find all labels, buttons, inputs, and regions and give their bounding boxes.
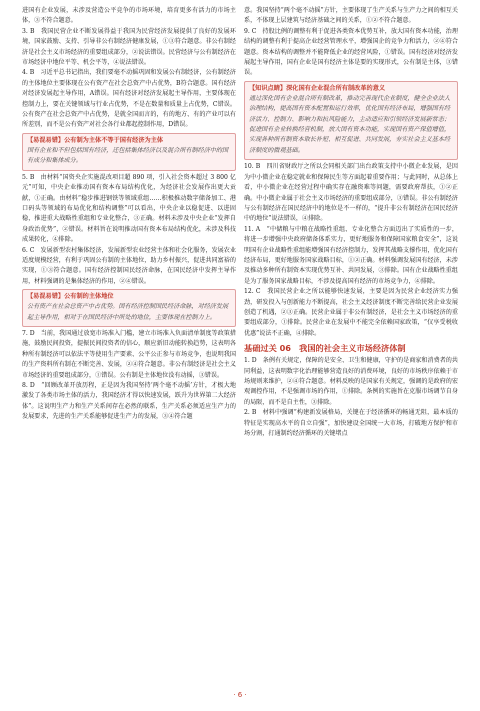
answer-paragraph: 2. B 材料中强调“构建新发展格局，关键在于经济循环的畅通无阻，最本质的特征是实现高水平的自立自强”，加快建设全国统一大市场，打破地方保护和市场分割，打通制约经济循环的关键堵点 <box>244 409 458 438</box>
answer-paragraph: 9. C 持股比例的调整有利于促进各类资本优势互补，放大国有资本功能，治理结构的调整有利于提高企业经营管理水平，增强国企的竞争力和活力，②④符合题意。资本结构的调整并不能降低企业的经营风险，①错误。国有经济对经济发展起主导作用，国有企业是国有经济主体是要的实现形式，公有制是主体，③错误。 <box>244 27 458 77</box>
knowledge-box <box>244 81 458 160</box>
knowledge-box-body: 通过深化国有企业混合所有制改革，推动完善现代企业制度，健全企业法人治理结构，提高国有资本配置和运行效率，优化国有经济布局，增强国有经济活力、控制力、影响力和抗风险能力，主动适应和引领经济发展新常态；促进国有企业转换经营机制，放大国有资本功能，实现国有资产保值增值，实现各种所有制资本取长补短、相互促进、共同发展，夯实社会主义基本经济制度的微观基础。 <box>249 94 451 154</box>
answer-paragraph: 12. C 我国民营企业之所以能够快速发展，主要是因为民营企业经济实力强劲，研发投入与创新能力不断提高，社会主义经济制度不断完善给民营企业发展创造了机遇，②③正确。民营企业属于非公有制经济，是社会主义市场经济的重要组成部分，①排除。民营企业在发展中不能完全依赖国家政策，“仅享受税收优惠”说法不正确，④排除。 <box>244 288 458 337</box>
answer-paragraph: 10. B 四川省财政厅之所以会同相关部门出台政策支持中小微企业发展，是因为中小微企业在稳定就业和保障民生等方面起着重要作用；与此同时，从总体上看，中小微企业在经营过程中确实存在融资难等问题，需要政府帮扶，①②正确。中小微企业属于社会主义市场经济的重要组成部分，③错误。非公有制经济与公有制经济在国民经济中的地位是不一样的，“提升非公有制经济在国民经济中的地位”说法错误，④排除。 <box>244 163 458 223</box>
answer-paragraph: 6. C 发展新型农村集体经济，发展新型农业经营主体和社会化服务，发展农业适度规模经营，有利于巩固公有制的主体地位，助力乡村振兴，促进共同富裕的实现，①③符合题意。国有经济控制国民经济命脉，在国民经济中发挥主导作用，材料强调的是集体经济的作用，②④错误。 <box>22 246 236 285</box>
left-column <box>22 6 236 423</box>
tip-box <box>22 133 236 171</box>
answer-paragraph: 4. B 习近平总书记指出，我们要毫不动摇巩固和发展公有制经济，公有制经济的主体地位主要体现在公有资产在社会总资产中占优势，B符合题意。国有经济对经济发展起主导作用，A错误。国有经济对经济发展起主导作用，主要体现在控制力上，要在关键领域与行业占优势，不是在数量和质量上占优势，C错误。公有资产在社会总资产中占优势，是就全国而言的，有的地方、有的产业可以有所差别，而不是公有资产对社会各行业都起控制作用，D错误。 <box>22 69 236 129</box>
tip-box-body: 国有企业和不但包括国有经济，还包括集体经济以及混合所有制经济中的国有成分和集体成分。 <box>27 146 229 165</box>
answer-paragraph: 8. D “回顾改革开放历程，正是因为我国坚持‘两个毫不动摇’方针，才极大地激发了各类市场主体的活力，我国经济才得以快速发展，跃升为世界第二大经济体”。这说明生产力和生产关系间存在必然的联系，生产关系必须适应生产力的发展要求，先进的生产关系能够促进生产力的发展，③④符合题 <box>22 382 236 421</box>
tip-box-title: 【易混易错】公有制的主体地位 <box>27 293 114 301</box>
tip-box-title: 【易混易错】公有制为主体不等于国有经济为主体 <box>27 136 164 144</box>
answer-paragraph: 进国有企业发展，未涉及营造公平竞争的市场环境，培育更多有活力的市场主体，③不符合题意。 <box>22 7 236 25</box>
knowledge-box-title: 【知识点睛】深化国有企业混合所有制改革的意义 <box>249 84 386 92</box>
answer-paragraph: 5. B 由材料“国资央企实施混改项目超 890 项，引入社会资本超过 3 800 亿元”可知，中央企业推动国有资本布局结构优化，为经济社会发展作出更大贡献，①正确。由材料“稳步推进钢铁等领域重组……积极推动数字储备加工、港口码头等领域的布局优化和结构调整”可以看出，中央企业以稳促进、以进固稳，推进重大战略性重组和专业化整合，③正确。材料未涉及中央企业“发挥自身政治优势”，②错误。材料旨在说明推动国有资本布局结构优化，未涉及科技成果转化，④排除。 <box>22 173 236 244</box>
tip-box-body: 公有资产在社会总资产中占优势。国有经济控制国民经济命脉，对经济发展起主导作用，相对于在国民经济中所处的地位，主要体现在控制力上。 <box>27 303 229 321</box>
answer-paragraph: 3. B 我国民营企业不断发展得益于我国为民营经济发展提供了良好的发展环境，国家鼓励、支持、引导非公有制经济健康发展，①③符合题意。非公有制经济是社会主义市场经济的重要组成部分，②说法错误。民营经济与公有制经济在市场经济中地位平等、机会平等，④说法错误。 <box>22 27 236 67</box>
answer-paragraph: 意。我国坚持“两个毫不动摇”方针，主要体现了生产关系与生产力之间的相互关系，不体现上层建筑与经济基础之间的关系，①②不符合题意。 <box>244 7 458 25</box>
answer-paragraph: 11. A “中储粮与中粮在战略性重组、专业化整合方面迈出了实质性的一步，将进一步增强中央政府储备体系实力，更好地服务和保障国家粮食安全”，这说明国有企业战略性重组能增强国有经济控制力，发挥其战略支撑作用，优化国有经济布局，更好地服务国家战略目标，①②正确。材料强调发展国有经济，未涉及推动多种所有制资本实现优势互补、共同发展，③排除。国有企业战略性重组是为了服务国家战略目标，不涉及提高国有经济的市场竞争力，④排除。 <box>244 225 458 285</box>
right-column <box>244 6 458 439</box>
answer-paragraph: 1. D 条例有关规定，保障的是安全、卫生和健康，守护的是商家和消费者的共同利益，这表明数字化治理能够营造良好的消费环境，良好的市场秩序依赖于市场规则来维护，②④符合题意。材料反映的是国家有关规定，强调的是政府的宏观调控作用，不是强调市场的作用，①排除。条例的实施旨在克服市场调节自身的局限，而不是自主性，③排除。 <box>244 357 458 406</box>
section-heading: 基础过关 06 我国的社会主义市场经济体制 <box>244 343 406 354</box>
page-number: · 6 · <box>233 691 247 699</box>
tip-box <box>22 289 236 327</box>
answer-paragraph: 7. D 当前，我国通过放宽市场准入门槛，建立市场准入负面清单制度等政策措施，鼓励民间投资，提振民间投资者的信心，顺应新旧动能转换趋势，这表明各种所有制经济可以依法平等使用生产要素、公平公正参与市场竞争，也说明我国的生产资料所有制在不断完善、发展，②④符合题意。非公有制经济是社会主义市场经济的重要组成部分，①错误。公有制是主体地位没有动摇，③错误。 <box>22 329 236 379</box>
